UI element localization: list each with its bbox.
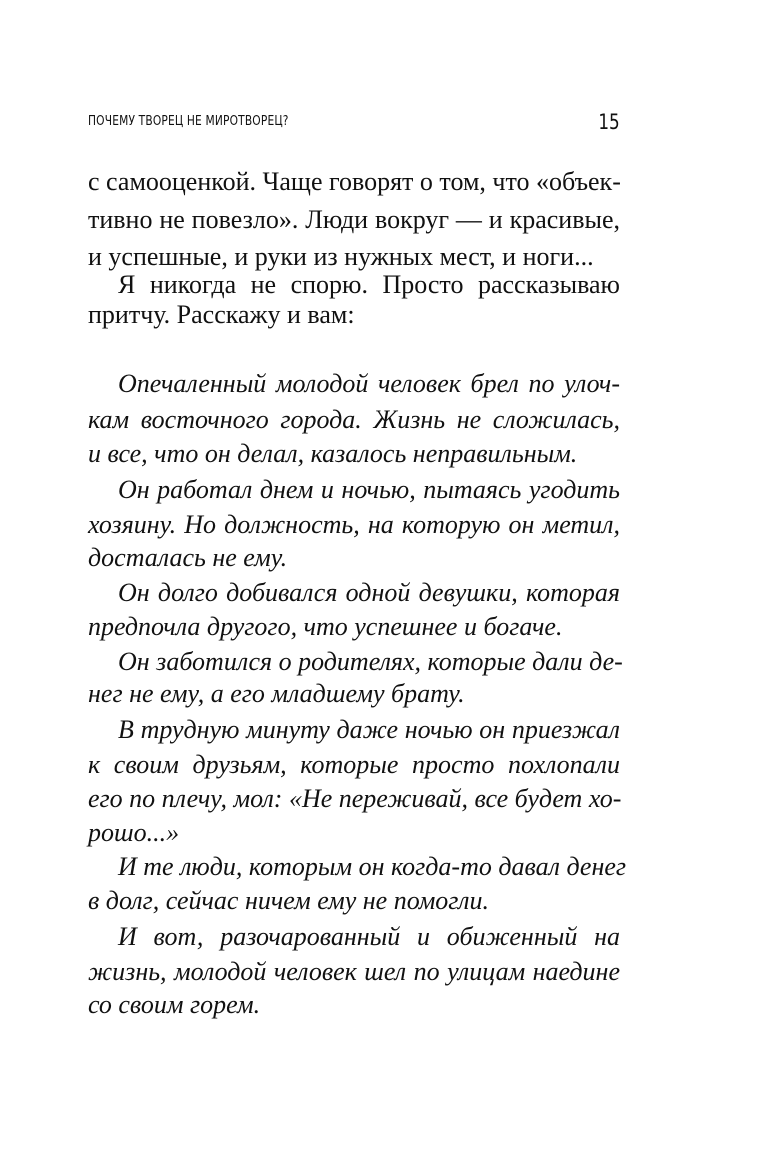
parable-line: нег не ему, а его младшему брату.	[88, 679, 465, 708]
parable-line: Он заботился о родителях, которые дали де-	[118, 647, 623, 676]
text-line: с самооценкой. Чаще говорят о том, что «объек-	[88, 167, 621, 196]
text-line: Я никогда не спорю. Просто рассказываю	[118, 270, 620, 299]
text-line: притчу. Расскажу и вам:	[88, 300, 355, 329]
parable-line: Он долго добивался одной девушки, которая	[118, 578, 620, 607]
parable-line: досталась не ему.	[88, 543, 288, 572]
parable-line: предпочла другого, что успешнее и богаче.	[88, 612, 563, 641]
parable-line: в долг, сейчас ничем ему не помогли.	[88, 886, 489, 915]
text-line: тивно не повезло». Люди вокруг — и красивые,	[88, 205, 620, 234]
parable-line: рошо...»	[88, 818, 180, 847]
parable-line: Он работал днем и ночью, пытаясь угодить	[118, 475, 620, 504]
parable-line: Опечаленный молодой человек брел по улоч-	[118, 369, 620, 398]
running-title: ПОЧЕМУ ТВОРЕЦ НЕ МИРОТВОРЕЦ?	[88, 114, 289, 129]
parable-line: жизнь, молодой человек шел по улицам наедине	[88, 957, 620, 986]
parable-line: со своим горем.	[88, 990, 261, 1019]
page-number: 15	[598, 110, 620, 134]
parable-line: В трудную минуту даже ночью он приезжал	[118, 715, 620, 744]
parable-line: И те люди, которым он когда-то давал денег	[118, 852, 627, 881]
parable-line: к своим друзьям, которые просто похлопали	[88, 750, 620, 779]
parable-line: кам восточного города. Жизнь не сложилась,	[88, 405, 620, 434]
parable-line: хозяину. Но должность, на которую он метил,	[88, 510, 620, 539]
parable-line: И вот, разочарованный и обиженный на	[118, 922, 620, 951]
parable-line: и все, что он делал, казалось неправильным.	[88, 439, 578, 468]
text-line: и успешные, и руки из нужных мест, и ноги...	[88, 242, 594, 271]
parable-line: его по плечу, мол: «Не переживай, все будет хо-	[88, 784, 622, 813]
running-header	[88, 110, 620, 140]
